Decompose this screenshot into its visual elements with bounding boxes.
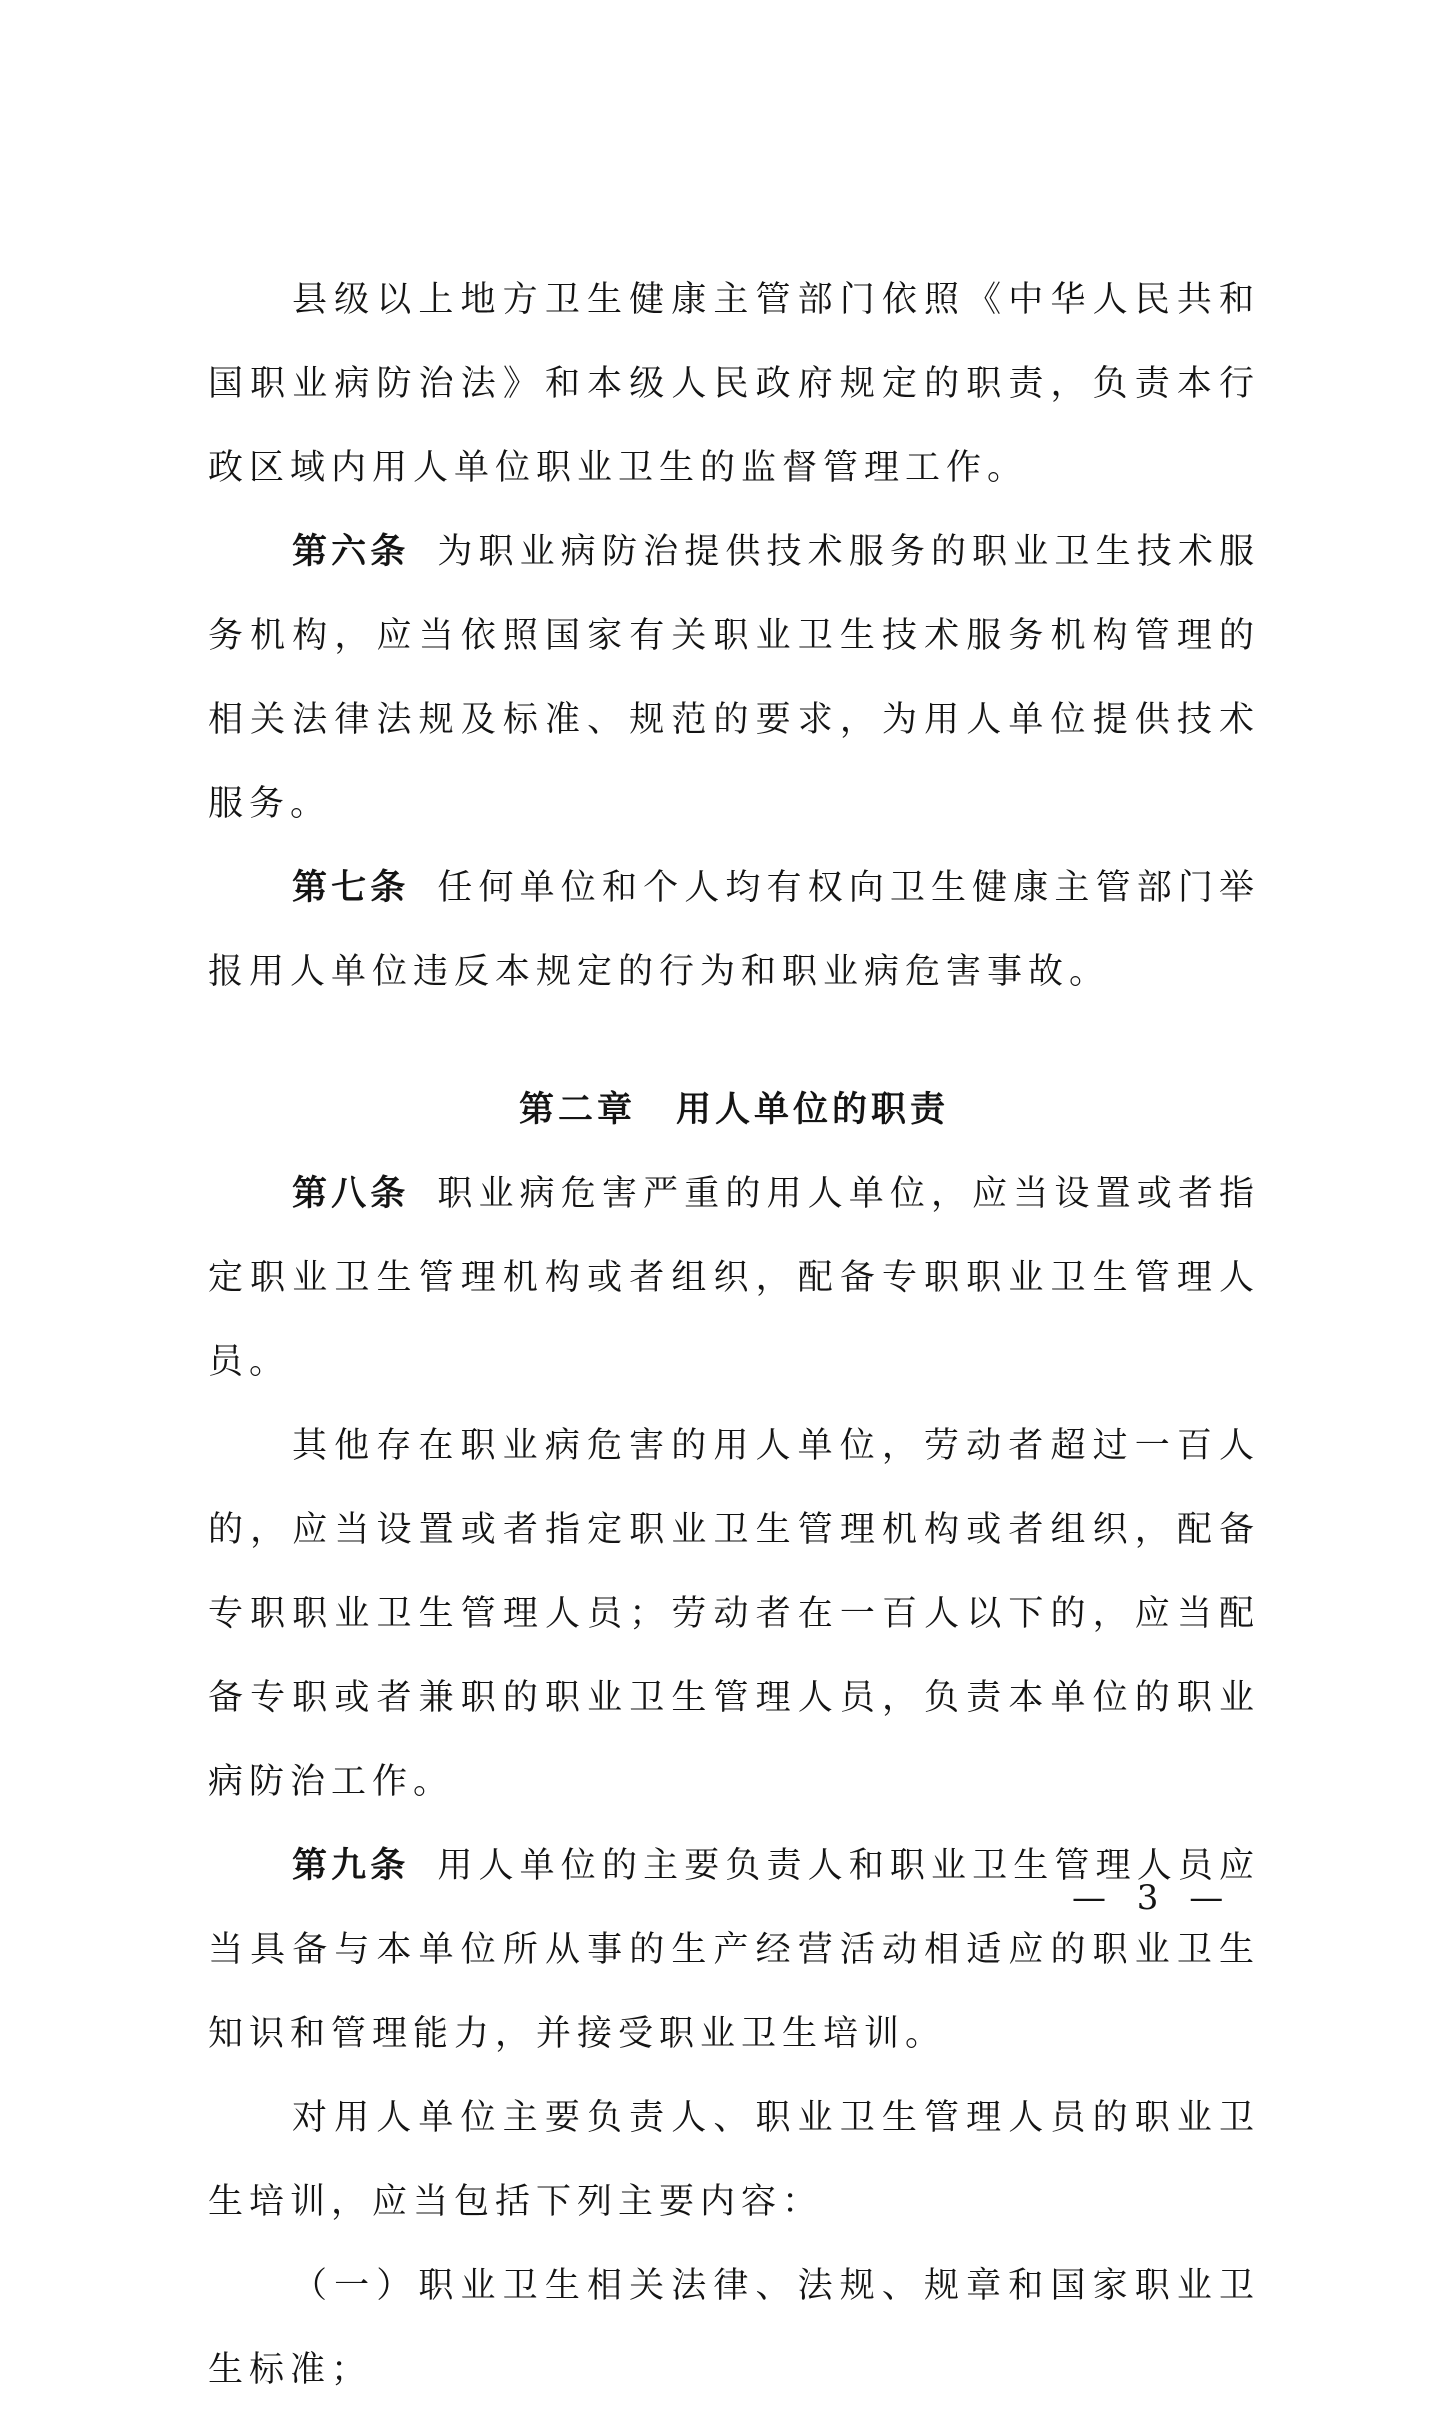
article-number: 第九条 [292, 1846, 410, 1886]
paragraph-text: 县级以上地方卫生健康主管部门依照《中华人民共和国职业病防治法》和本级人民政府规定的职责，负责本行政区域内用人单位职业卫生的监督管理工作。 [208, 280, 1260, 488]
article-text: 用人单位的主要负责人和职业卫生管理人员应当具备与本单位所从事的生产经营活动相适应的职业卫生知识和管理能力，并接受职业卫生培训。 [208, 1846, 1260, 2054]
chapter-number: 第二章 [518, 1090, 636, 1130]
paragraph-text: 其他存在职业病危害的用人单位，劳动者超过一百人的，应当设置或者指定职业卫生管理机构或者组织，配备专职职业卫生管理人员；劳动者在一百人以下的，应当配备专职或者兼职的职业卫生管理人员，负责本单位的职业病防治工作。 [208, 1426, 1260, 1802]
article-number: 第八条 [292, 1174, 410, 1214]
paragraph-other-units [208, 1404, 1260, 1824]
article-8 [208, 1152, 1260, 1404]
chapter-title: 用人单位的职责 [676, 1090, 950, 1130]
article-number: 第七条 [292, 868, 410, 908]
article-6 [208, 510, 1260, 846]
article-7 [208, 846, 1260, 1014]
body-text-top [208, 258, 1260, 2412]
article-text: 任何单位和个人均有权向卫生健康主管部门举报用人单位违反本规定的行为和职业病危害事故。 [208, 868, 1260, 992]
page-number: — 3 — [1072, 1878, 1234, 1918]
list-item-text: （一）职业卫生相关法律、法规、规章和国家职业卫生标准； [208, 2266, 1260, 2390]
article-number: 第六条 [292, 532, 410, 572]
paragraph-supervision [208, 258, 1260, 510]
article-text: 为职业病防治提供技术服务的职业卫生技术服务机构，应当依照国家有关职业卫生技术服务机构管理的相关法律法规及标准、规范的要求，为用人单位提供技术服务。 [208, 532, 1260, 824]
chapter-heading [208, 1068, 1260, 1152]
paragraph-text: 对用人单位主要负责人、职业卫生管理人员的职业卫生培训，应当包括下列主要内容： [208, 2098, 1260, 2222]
paragraph-training [208, 2076, 1260, 2244]
article-9 [208, 1824, 1260, 2076]
article-text: 职业病危害严重的用人单位，应当设置或者指定职业卫生管理机构或者组织，配备专职职业卫生管理人员。 [208, 1174, 1260, 1382]
list-item-1 [208, 2244, 1260, 2412]
